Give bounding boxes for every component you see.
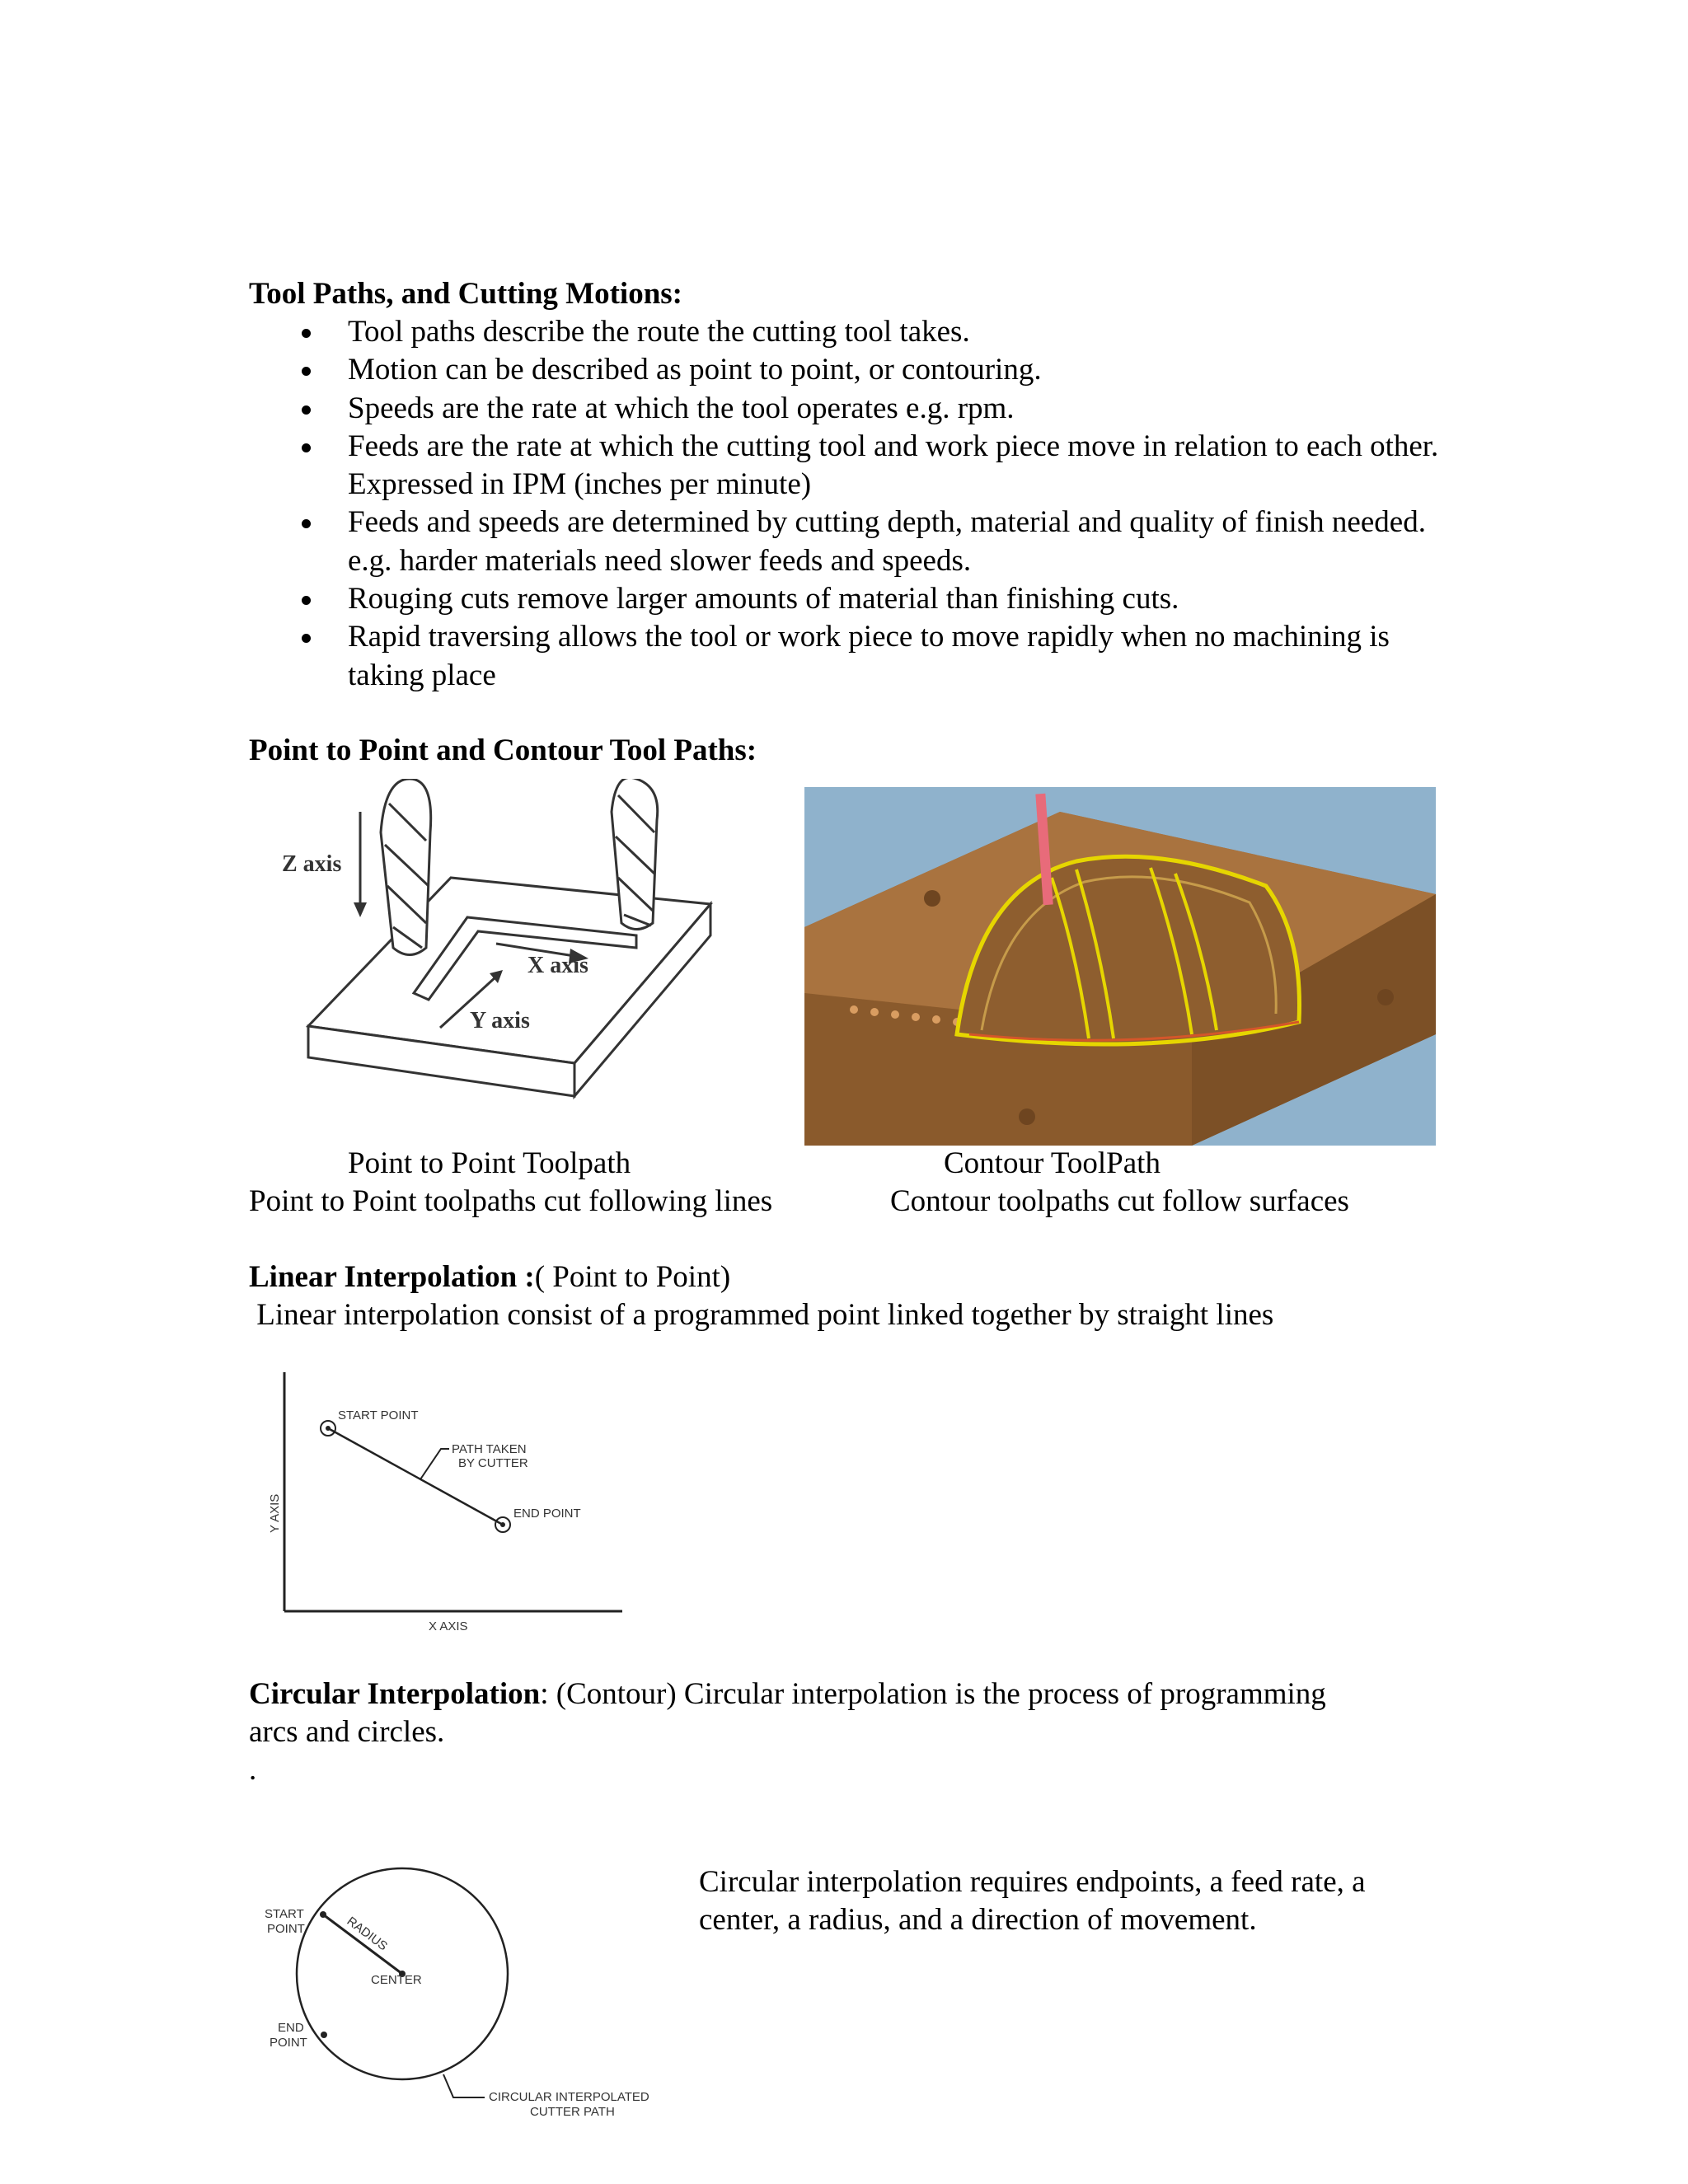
circular-heading-bold: Circular Interpolation bbox=[249, 1677, 541, 1711]
desc-contour: Contour toolpaths cut follow surfaces bbox=[890, 1184, 1349, 1218]
start-label-1: START bbox=[265, 1907, 304, 1921]
circular-dot: . bbox=[249, 1753, 257, 1787]
list-item bbox=[249, 504, 1444, 580]
circular-heading-rest: : (Contour) Circular interpolation is the process of programming bbox=[540, 1677, 1326, 1711]
bullet-text: Rouging cuts remove larger amounts of material than finishing cuts. bbox=[348, 582, 1179, 616]
cutter-path-label-1: CIRCULAR INTERPOLATED bbox=[489, 2090, 649, 2104]
caption-contour: Contour ToolPath bbox=[944, 1146, 1160, 1180]
bullet-icon bbox=[302, 634, 311, 643]
path-taken-label-2: BY CUTTER bbox=[458, 1456, 528, 1470]
section-heading-tool-paths: Tool Paths, and Cutting Motions: bbox=[249, 277, 682, 311]
start-point-label: START POINT bbox=[338, 1408, 419, 1422]
bullet-text: Motion can be described as point to point, or contouring. bbox=[348, 353, 1042, 387]
list-item bbox=[249, 313, 1444, 351]
bullet-icon bbox=[302, 405, 311, 415]
section-heading-p2p-contour: Point to Point and Contour Tool Paths: bbox=[249, 733, 757, 767]
end-label-1: END bbox=[278, 2021, 304, 2035]
linear-heading-rest: ( Point to Point) bbox=[534, 1260, 731, 1294]
linear-interpolation-diagram bbox=[264, 1368, 626, 1636]
bullet-text: Speeds are the rate at which the tool operates e.g. rpm. bbox=[348, 391, 1015, 425]
bullet-icon bbox=[302, 329, 311, 338]
cutter-path-label-2: CUTTER PATH bbox=[530, 2105, 615, 2119]
center-label: CENTER bbox=[371, 1973, 422, 1987]
bullet-icon bbox=[302, 367, 311, 376]
circular-side-text-1: Circular interpolation requires endpoints, a feed rate, a bbox=[699, 1865, 1366, 1899]
x-axis-label: X axis bbox=[528, 953, 588, 978]
contour-toolpath-figure bbox=[804, 787, 1436, 1146]
x-axis-label: X AXIS bbox=[429, 1619, 468, 1633]
list-item bbox=[249, 428, 1444, 504]
linear-heading-bold: Linear Interpolation : bbox=[249, 1260, 535, 1294]
start-label-2: POINT bbox=[267, 1922, 305, 1936]
y-axis-label: Y axis bbox=[470, 1008, 530, 1033]
bullet-icon bbox=[302, 443, 311, 452]
bullet-icon bbox=[302, 596, 311, 605]
point-to-point-figure bbox=[249, 779, 752, 1146]
caption-point-to-point: Point to Point Toolpath bbox=[348, 1146, 631, 1180]
z-axis-label: Z axis bbox=[282, 851, 342, 877]
desc-point-to-point: Point to Point toolpaths cut following lines bbox=[249, 1184, 773, 1218]
list-item bbox=[249, 351, 1444, 389]
bullet-text: Rapid traversing allows the tool or work piece to move rapidly when no machining is taking place bbox=[348, 620, 1390, 692]
linear-description: Linear interpolation consist of a programmed point linked together by straight lines bbox=[249, 1298, 1274, 1332]
circular-interpolation-diagram bbox=[262, 1858, 691, 2122]
list-item bbox=[249, 580, 1444, 618]
bullet-text: Feeds are the rate at which the cutting tool and work piece move in relation to each other. Expressed in IPM (inches per minute) bbox=[348, 429, 1439, 502]
circular-side-text-2: center, a radius, and a direction of movement. bbox=[699, 1903, 1257, 1937]
circular-line-2: arcs and circles. bbox=[249, 1715, 445, 1749]
list-item bbox=[249, 390, 1444, 428]
end-label-2: POINT bbox=[270, 2036, 307, 2050]
y-axis-label: Y AXIS bbox=[268, 1493, 282, 1533]
path-taken-label-1: PATH TAKEN bbox=[452, 1442, 527, 1456]
bullet-text: Feeds and speeds are determined by cutting depth, material and quality of finish needed. e.g. harder materials need slower feeds and speeds. bbox=[348, 505, 1426, 578]
bullet-text: Tool paths describe the route the cutting tool takes. bbox=[348, 315, 970, 349]
section-heading-linear bbox=[249, 1258, 730, 1296]
tool-paths-bullet-list bbox=[249, 313, 1444, 695]
radius-label: RADIUS bbox=[344, 1914, 391, 1954]
list-item bbox=[249, 618, 1444, 695]
section-heading-circular bbox=[249, 1675, 1326, 1713]
bullet-icon bbox=[302, 519, 311, 528]
end-point-label: END POINT bbox=[513, 1507, 581, 1521]
